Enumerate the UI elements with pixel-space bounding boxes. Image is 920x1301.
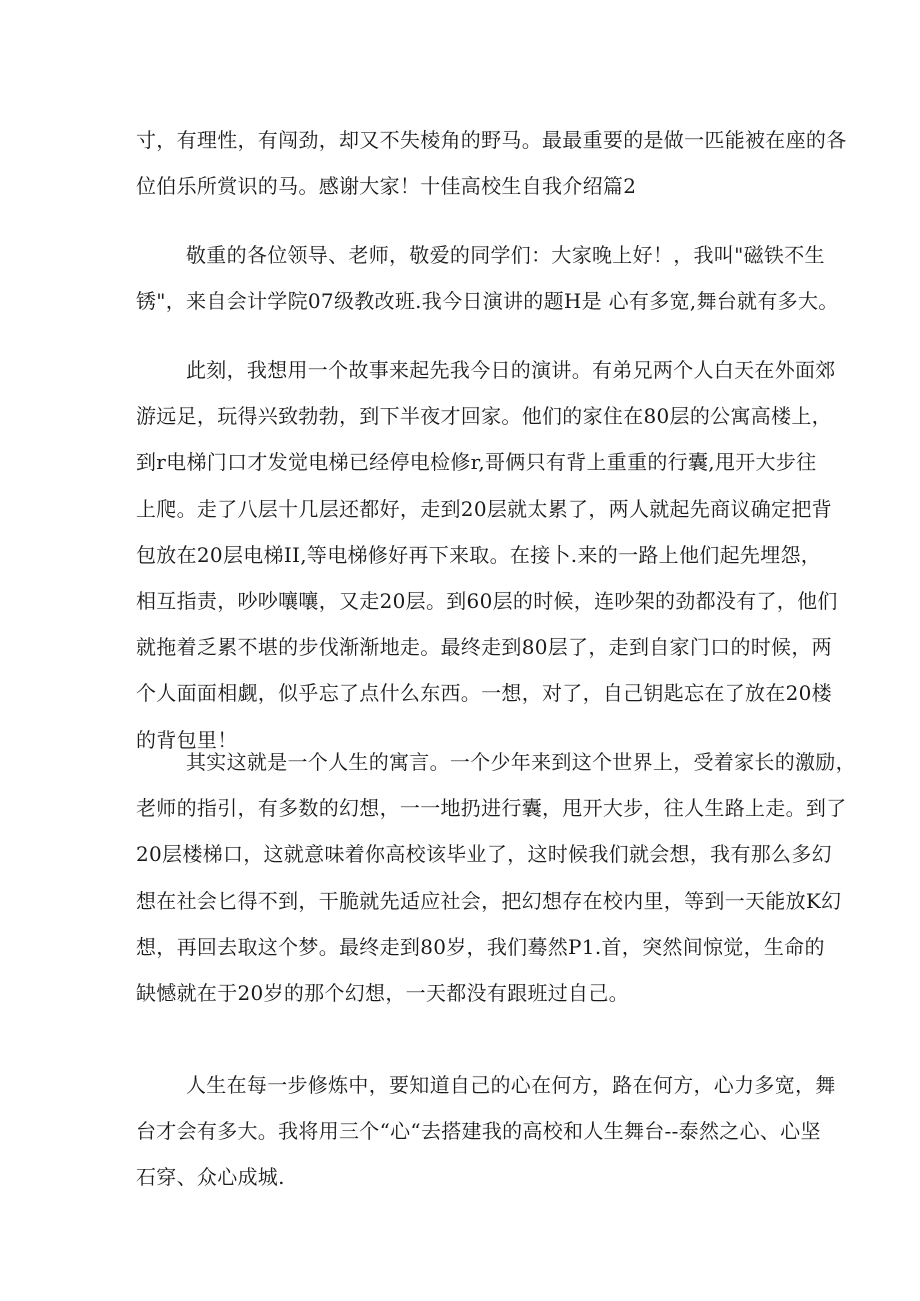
text-line: 位伯乐所赏识的马。感谢大家！十佳高校生自我介绍篇2 [136, 174, 637, 199]
text-line: 包放在20层电梯II,等电梯修好再下来取。在接卜.来的一路上他们起先埋怨， [136, 542, 822, 567]
text-line: 此刻，我想用一个故事来起先我今日的演讲。有弟兄两个人白天在外面郊 [186, 358, 836, 382]
paragraph-2 [136, 232, 839, 324]
text-line: 台才会有多大。我将用三个“心“去搭建我的高校和人生舞台--泰然之心、心坚 [136, 1119, 821, 1144]
text-line: 缺憾就在于20岁的那个幻想，一天都没有跟班过自己。 [136, 981, 629, 1006]
text-line: 相互指责，吵吵嚷嚷，又走20层。到60层的时候，连吵架的劲都没有了，他们 [136, 589, 838, 614]
paragraph-5 [136, 1062, 836, 1201]
text-line: 敬重的各位领导、老师，敬爱的同学们：大家晚上好！，我叫"磁铁不生 [186, 243, 825, 267]
text-line: 到r电梯门口才发觉电梯已经停电检修r,哥俩只有背上重重的行囊,甩开大步往 [136, 450, 817, 475]
text-line: 20层楼梯口，这就意味着你高校该毕业了，这时候我们就会想，我有那么多幻 [136, 842, 832, 867]
text-line: 石穿、众心成城. [136, 1165, 285, 1190]
text-line: 锈"，来自会计学院07级教改班.我今日演讲的题H是 心有多宽,舞台就有多大。 [136, 289, 839, 314]
text-line: 其实这就是一个人生的寓言。一个少年来到这个世界上，受着家长的激励， [186, 750, 856, 774]
text-line: 老师的指引，有多数的幻想，一一地扔进行囊，甩开大步，往人生路上走。到了 [136, 796, 847, 821]
text-line: 游远足，玩得兴致勃勃，到下半夜才回家。他们的家住在80层的公寓高楼上， [136, 404, 832, 429]
text-line: 想，再回去取这个梦。最终走到80岁，我们蓦然P1.首，突然间惊觉，生命的 [136, 934, 825, 959]
text-line: 就拖着乏累不堪的步伐渐渐地走。最终走到80层了，走到自家门口的时候，两 [136, 635, 832, 660]
paragraph-1 [136, 117, 847, 209]
paragraph-4 [136, 739, 856, 1016]
text-line: 寸，有理性，有闯劲，却又不失棱角的野马。最最重要的是做一匹能被在座的各 [136, 128, 847, 152]
text-line: 人生在每一步修炼中，要知道自己的心在何方，路在何方，心力多宽，舞 [186, 1073, 836, 1097]
text-line: 的背包里！ [136, 727, 238, 752]
text-line: 想在社会匕得不到，干脆就先适应社会，把幻想存在校内里，等到一天能放K幻 [136, 888, 842, 913]
text-line: 个人面面相觑，似乎忘了点什么东西。一想，对了，自己钥匙忘在了放在20楼 [136, 681, 832, 706]
text-line: 上爬。走了八层十几层还都好，走到20层就太累了，两人就起先商议确定把背 [136, 496, 832, 521]
